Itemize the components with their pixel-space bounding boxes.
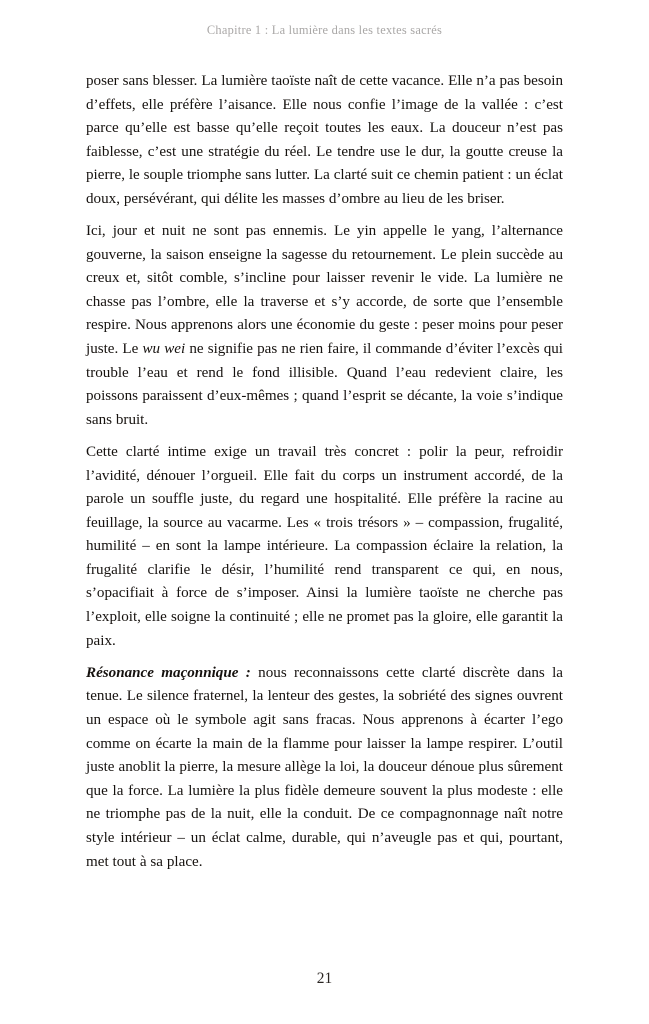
page-number: 21 (316, 970, 333, 987)
paragraph-2 (86, 220, 563, 432)
paragraph-4 (86, 662, 563, 874)
paragraph-1: poser sans blesser. La lumière taoïste naît de cette vacance. Elle n’a pas besoin d’effets, elle préfère l’aisance. Elle nous confie l’image de la vallée : c’est parce qu’elle est basse qu’elle reçoit toutes les eaux. La douceur n’est pas faiblesse, c’est une stratégie du réel. Le tendre use le dur, la goutte creuse la pierre, le souple triomphe sans lutter. La clarté suit ce chemin patient : un éclat doux, persévérant, qui délite les masses d’ombre au lieu de les briser. (86, 73, 563, 207)
body-text-block (86, 70, 563, 874)
paragraph-4-text: nous reconnaissons cette clarté discrète dans la tenue. Le silence fraternel, la lenteur des gestes, la sobriété des signes ouvrent un espace où le symbole agit sans fracas. Nous apprenons à écarter l’ego comme on écarte la main de la flamme pour laisser la lampe respirer. L’outil juste anoblit la pierre, la mesure allège la loi, la douceur dénoue plus sûrement que la force. La lumière la plus fidèle demeure souvent la plus modeste : elle ne triomphe pas de la nuit, elle la conduit. De ce compagnonnage naît notre style intérieur – un éclat calme, durable, qui n’aveugle pas et qui, pourtant, met tout à sa place. (86, 664, 563, 870)
resonance-maconnique-lead-in: Résonance maçonnique : (86, 664, 251, 681)
term-wu-wei: wu wei (142, 341, 186, 358)
running-head: Chapitre 1 : La lumière dans les textes sacrés (206, 23, 443, 37)
paragraph-2-text-before-italic: Ici, jour et nuit ne sont pas ennemis. Le yin appelle le yang, l’alternance gouverne, la saison enseigne la sagesse du retournement. Le plein succède au creux et, sitôt comble, s’incline pour laisser revenir le vide. La lumière ne chasse pas l’ombre, elle la traverse et s’y accorde, de sorte que l’ensemble respire. Nous apprenons alors une économie du geste : peser moins pour peser juste. Le (86, 223, 563, 358)
paragraph-3: Cette clarté intime exige un travail très concret : polir la peur, refroidir l’avidité, dénouer l’orgueil. Elle fait du corps un instrument accordé, de la parole un souffle juste, du regard une hospitalité. Elle préfère la racine au feuillage, la source au vacarme. Les « trois trésors » – compassion, frugalité, humilité – en sont la lampe intérieure. La compassion éclaire la relation, la frugalité clarifie le désir, l’humilité rend transparent ce qui, en nous, s’opacifiait à force de s’imposer. Ainsi la lumière taoïste ne cherche pas l’exploit, elle soigne la continuité ; elle ne promet pas la gloire, elle garantit la paix. (86, 443, 563, 649)
paragraph-2-text-after-italic: ne signifie pas ne rien faire, il commande d’éviter l’excès qui trouble l’eau et rend le fond illisible. Quand l’eau redevient claire, les poissons paraissent d’eux-mêmes ; quand l’esprit se décante, la voie s’indique sans bruit. (86, 341, 563, 428)
